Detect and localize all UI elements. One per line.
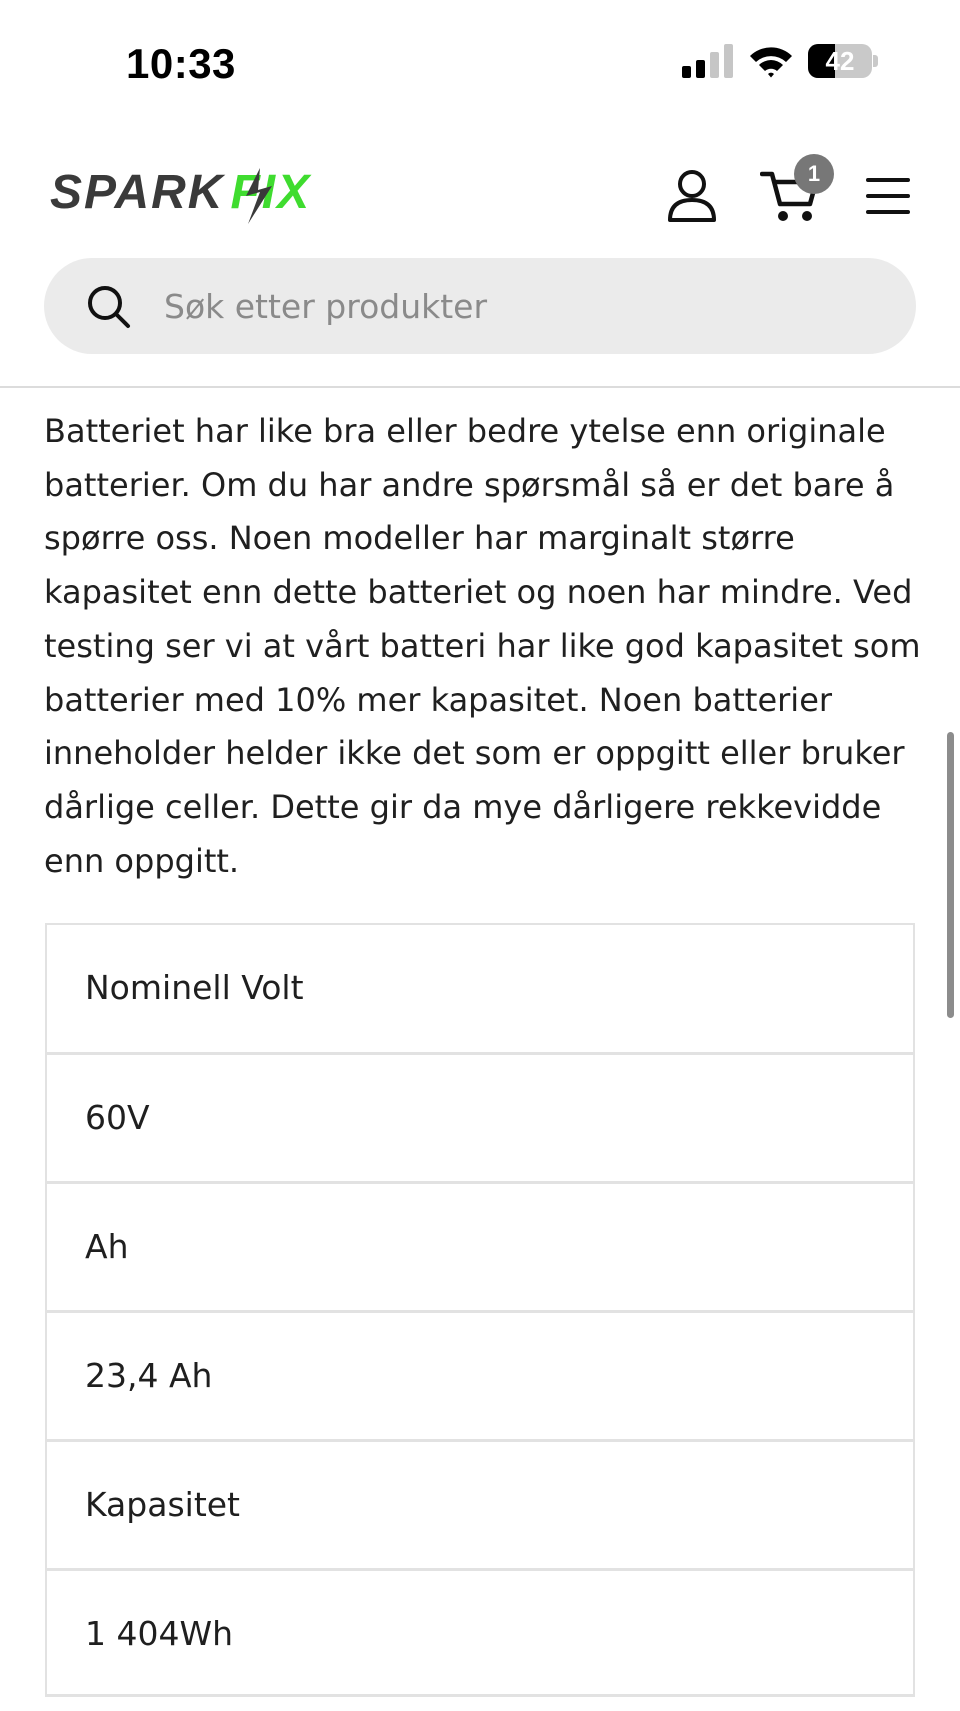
header-actions	[0, 161, 960, 228]
status-bar	[0, 0, 960, 130]
spec-row	[45, 1568, 915, 1697]
spec-row	[45, 923, 915, 1052]
spec-row	[45, 1310, 915, 1439]
logo-text-spark: SPARK	[50, 166, 225, 219]
wifi-icon	[748, 44, 794, 78]
logo-text-fix: FIX	[230, 166, 312, 219]
account-button[interactable]	[664, 168, 720, 224]
search-bar	[44, 258, 916, 354]
status-time: 10:33	[126, 40, 236, 87]
battery-icon	[808, 44, 878, 78]
menu-button[interactable]	[864, 174, 912, 218]
spec-cell: 23,4 Ah	[85, 1356, 213, 1395]
status-icons	[682, 44, 878, 78]
spec-table	[45, 923, 915, 1697]
spec-row	[45, 1181, 915, 1310]
product-description: Batteriet har like bra eller bedre ytelse enn originale batterier. Om du har andre spørsmål så er det bare å spørre oss. Noen modeller har marginalt større kapasitet enn dette batteriet og noen har mindre. Ved testing ser vi at vårt batteri har like god kapasitet som batterier med 10% mer kapasitet. Noen batterier inneholder helder ikke det som er oppgitt eller bruker dårlige celler. Dette gir da mye dårligere rekkevidde enn oppgitt.	[44, 412, 921, 880]
search-icon[interactable]	[86, 284, 132, 330]
signal-icon	[682, 44, 734, 78]
spec-cell: Nominell Volt	[85, 968, 304, 1007]
cart-count-badge: 1	[794, 154, 834, 194]
spec-row	[45, 1052, 915, 1181]
battery-level: 42	[825, 46, 855, 76]
menu-icon	[864, 174, 912, 218]
spec-cell: 1 404Wh	[85, 1614, 234, 1653]
spec-cell: Kapasitet	[85, 1485, 240, 1524]
header-divider	[0, 386, 960, 388]
spec-cell: Ah	[85, 1227, 129, 1266]
account-icon	[664, 168, 720, 224]
spec-cell: 60V	[85, 1098, 150, 1137]
scrollbar[interactable]	[947, 732, 954, 1018]
spec-row	[45, 1439, 915, 1568]
search-input[interactable]	[164, 258, 884, 354]
